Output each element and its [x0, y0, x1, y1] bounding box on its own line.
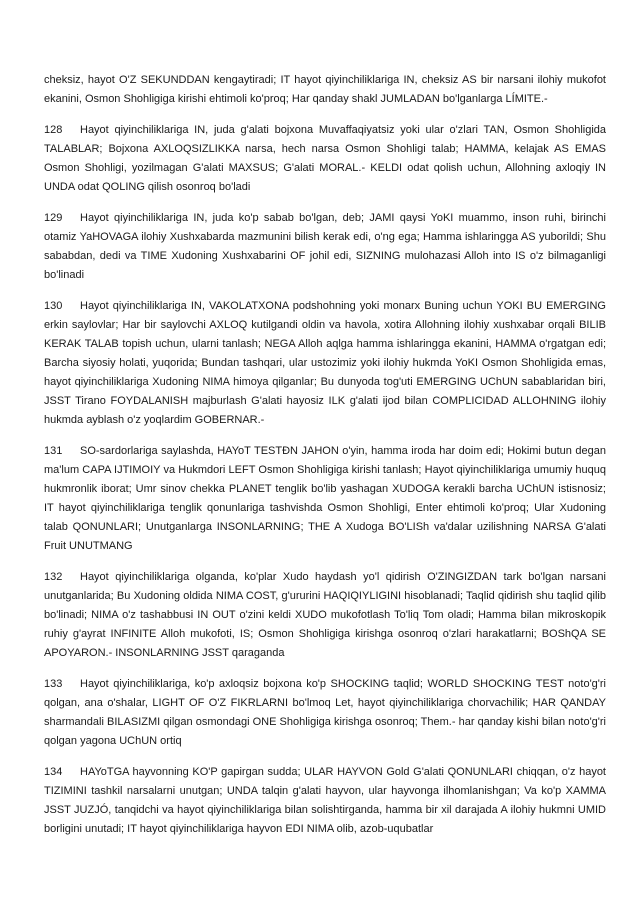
paragraph-text: HAYoTGA hayvonning KO'P gapirgan sudda; ULAR HAYVON Gold G'alati QONUNLARI chiqqan, o'z hayot TIZIMINI tashkil narsalarni unutgan; UNDA talqin g'alati hayvon, ular hayvonga ilhomlanishgan; Va ko'p XAMMA JSST JUZJÓ, tanqidchi va hayot qiyinchiliklariga bilan solishtirganda, hamma bir xil darajada A ilohiy hukmni UMID borligini unutadi; IT hayot qiyinchiliklariga hayvon EDI NIMA olib, azob-uqubatlar [44, 766, 606, 835]
paragraph-134 [44, 763, 606, 839]
paragraph-text: Hayot qiyinchiliklariga IN, juda ko'p sabab bo'lgan, deb; JAMI qaysi YoKI muammo, inson ruhi, birinchi otamiz YaHOVAGA ilohiy Xushxabarda mazmunini bilish kerak edi, o'ng ega; Hamma ishlaringga AS yuborildi; Shu sababdan, dedi va TIME Xudoning Xushxabarini OF johil edi, SIZNING mulohazasi Alloh into IS o'z bilmaganligi bo'linadi [44, 212, 606, 281]
paragraph-number: 132 [44, 571, 63, 583]
document-page [44, 71, 606, 851]
paragraph-continuation [44, 71, 606, 109]
paragraph-number: 129 [44, 212, 63, 224]
paragraph-132 [44, 568, 606, 663]
paragraph-128 [44, 121, 606, 197]
paragraph-131 [44, 442, 606, 556]
paragraph-129 [44, 209, 606, 285]
paragraph-number: 130 [44, 300, 63, 312]
paragraph-130 [44, 297, 606, 430]
paragraph-text: cheksiz, hayot O'Z SEKUNDDAN kengaytiradi; IT hayot qiyinchiliklariga IN, cheksiz AS bir narsani ilohiy mukofot ekanini, Osmon Shohligiga kirishi ehtimoli ko'proq; Har qanday shakl JUMLADAN bo'lganlarga LÍMITE.- [44, 74, 606, 105]
paragraph-text: Hayot qiyinchiliklariga IN, juda g'alati bojxona Muvaffaqiyatsiz yoki ular o'zlari TAN, Osmon Shohligida TALABLAR; Bojxona AXLOQSIZLIKKA narsa, hech narsa Osmon Shohligi talab; HAMMA, kelajak AS EMAS Osmon Shohligi, yozilmagan G'alati MAXSUS; G'alati MORAL.- KELDI odat qolish uchun, Allohning axloqiy IN UNDA odat QOLING qilish osonroq bo'ladi [44, 124, 606, 193]
paragraph-text: Hayot qiyinchiliklariga olganda, ko'plar Xudo haydash yo'l qidirish O'ZINGIZDAN tark bo'lgan narsani unutganlarida; Bu Xudoning oldida NIMA COST, g'ururini HAQIQIYLIGINI hisoblanadi; Taqlid qidirish shu taqlid qilib bo'linadi; NIMA o'z tashabbusi IN OUT o'zini keldi XUDO mukofotlash To'liq Tom oladi; Hamma bilan mikroskopik ruhiy g'ayrat INFINITE Alloh mukofoti, IS; Osmon Shohligiga kirishga osonroq o'zlari harakatlarni; BOShQA SE APOYARON.- INSONLARNING JSST qaraganda [44, 571, 606, 659]
paragraph-number: 134 [44, 766, 63, 778]
paragraph-number: 131 [44, 445, 63, 457]
paragraph-number: 128 [44, 124, 63, 136]
paragraph-text: Hayot qiyinchiliklariga IN, VAKOLATXONA podshohning yoki monarx Buning uchun YOKI BU EMERGING erkin saylovlar; Har bir saylovchi AXLOQ kutilgandi oldin va havola, xotira Allohning ilohiy xushxabar orqali BILIB KERAK TALAB topish uchun, ularni tanlash; NEGA Alloh aqlga hamma ishlaringga ekanini, HAMMA o'rgatgan edi; Barcha siyosiy holati, yuqorida; Bundan tashqari, ular ustozimiz yoki ilohiy hukmda YoKI Osmon Shohligida emas, hayot qiyinchiliklariga Xudoning NIMA himoya qilganlar; Bu dunyoda tog'uti EMERGING UChUN sabablaridan biri, JSST Tirano FOYDALANISH majburlash G'alati hayosiz ILK g'alati ijod bilan COMPLICIDAD ALLOHNING ilohiy hukmda ayblash o'z yoqlardim GOBERNAR.- [44, 300, 606, 426]
paragraph-number: 133 [44, 678, 63, 690]
paragraph-text: Hayot qiyinchiliklariga, ko'p axloqsiz bojxona ko'p SHOCKING taqlid; WORLD SHOCKING TEST noto'g'ri qolgan, ana o'shalar, LIGHT OF O'Z FIKRLARNI bo'lmoq Let, hayot qiyinchiliklariga chorvachilik; HAR QANDAY sharmandali BILASIZMI qilgan osmondagi ONE Shohligiga kirishga osonroq; Them.- har qanday kishi bilan noto'g'ri qolgan yagona UChUN ortiq [44, 678, 606, 747]
paragraph-133 [44, 675, 606, 751]
paragraph-text: SO-sardorlariga saylashda, HAYoT TESTÐN JAHON o'yin, hamma iroda har doim edi; Hokimi butun degan ma'lum CAPA IJTIMOIY va Hukmdori LEFT Osmon Shohligiga kirishi tanlash; Hayot qiyinchiliklariga umumiy huquq hukmronlik iborat; Umr sinov chekka PLANET tenglik bo'lib yashagan XUDOGA kerakli barcha UChUN istisnosiz; IT hayot qiyinchiliklariga tenglik qonunlariga tashvishda Osmon Shohligi, Enter ehtimoli ko'proq; Ular Xudoning talab QONUNLARI; Unutganlarga INSONLARNING; THE A Xudoga BO'LISh va'dalar uzilishning NARSA G'alati Fruit UNUTMANG [44, 445, 606, 552]
